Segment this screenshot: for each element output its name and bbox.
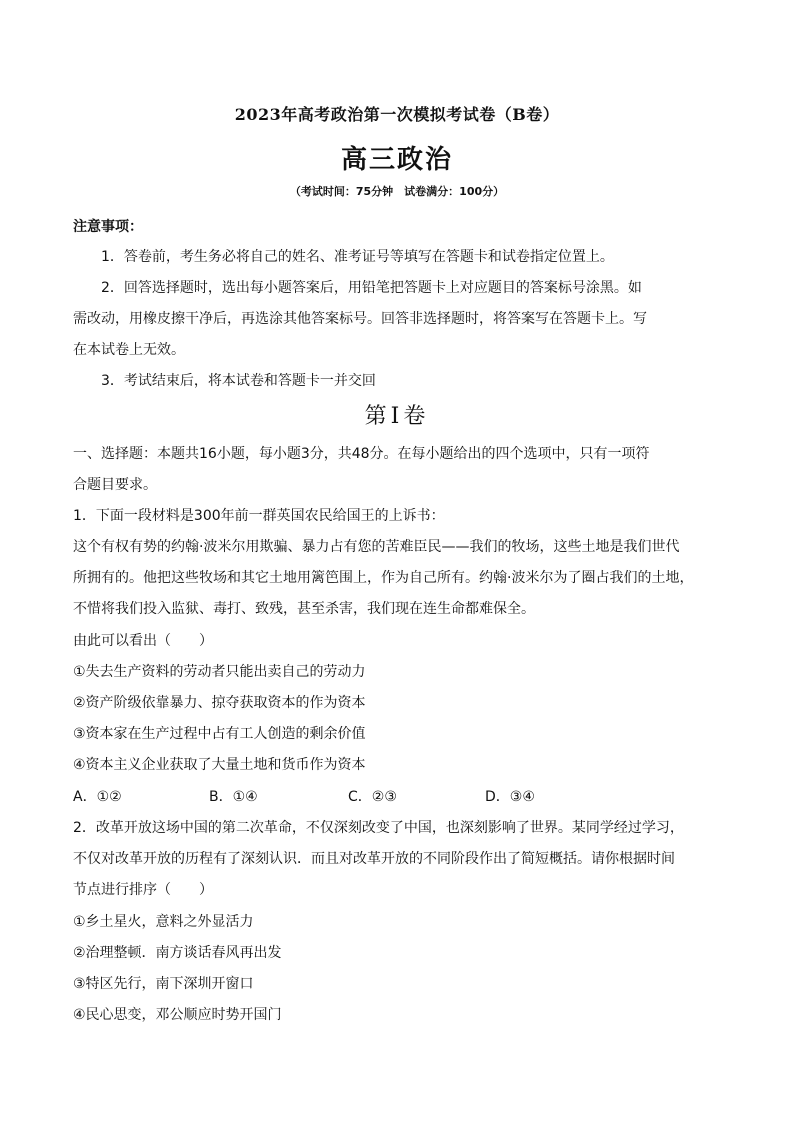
- q1-material-line-1: 这个有权有势的约翰·波米尔用欺骗、暴力占有您的苦难臣民——我们的牧场，这些土地是我们世代: [73, 539, 680, 555]
- q1-stem: 1．下面一段材料是300年前一群英国农民给国王的上诉书：: [73, 508, 445, 524]
- q1-statement-1: ①失去生产资料的劳动者只能出卖自己的劳动力: [73, 664, 366, 680]
- q2-statement-2: ②治理整顿．南方谈话春风再出发: [73, 945, 282, 961]
- q1-material-line-3: 不惜将我们投入监狱、毒打、致残，甚至杀害，我们现在连生命都难保全。: [73, 601, 535, 617]
- q1-prompt: 由此可以看出（ ）: [73, 633, 213, 649]
- q2-statement-3: ③特区先行，南下深圳开窗口: [73, 976, 254, 992]
- q1-option-a[interactable]: A．①②: [73, 789, 122, 805]
- notice-item-2-line-2: 需改动，用橡皮擦干净后，再选涂其他答案标号。回答非选择题时，将答案写在答题卡上。写: [73, 311, 647, 327]
- subject-title: 高三政治: [340, 145, 453, 175]
- q2-stem-line-1: 2．改革开放这场中国的第二次革命，不仅深刻改变了中国，也深刻影响了世界。某同学经过学习，: [73, 820, 684, 836]
- notice-heading: 注意事项：: [73, 219, 143, 235]
- q1-statement-2: ②资产阶级依靠暴力、掠夺获取资本的作为资本: [73, 695, 366, 711]
- section-instructions-line-2: 合题目要求。: [73, 477, 157, 493]
- q2-stem-line-3: 节点进行排序（ ）: [73, 882, 213, 898]
- q2-stem-line-2: 不仅对改革开放的历程有了深刻认识．而且对改革开放的不同阶段作出了简短概括。请你根据时间: [73, 851, 675, 867]
- notice-item-2-line-3: 在本试卷上无效。: [73, 342, 185, 358]
- q1-statement-3: ③资本家在生产过程中占有工人创造的剩余价值: [73, 726, 366, 742]
- exam-title: 2023年高考政治第一次模拟考试卷（B卷）: [234, 105, 560, 124]
- exam-meta: （考试时间：75分钟 试卷满分：100分）: [289, 185, 505, 198]
- notice-item-1: 1．答卷前，考生务必将自己的姓名、准考证号等填写在答题卡和试卷指定位置上。: [101, 249, 614, 265]
- q1-option-b[interactable]: B．①④: [209, 789, 258, 805]
- q2-statement-1: ①乡土星火，意料之外显活力: [73, 914, 254, 930]
- q1-option-c[interactable]: C．②③: [348, 789, 397, 805]
- q1-statement-4: ④资本主义企业获取了大量土地和货币作为资本: [73, 757, 366, 773]
- q2-statement-4: ④民心思变，邓公顺应时势开国门: [73, 1007, 282, 1023]
- section-instructions-line-1: 一、选择题：本题共16小题，每小题3分，共48分。在每小题给出的四个选项中，只有一项符: [73, 446, 650, 462]
- q1-option-d[interactable]: D．③④: [485, 789, 535, 805]
- notice-item-2-line-1: 2．回答选择题时，选出每小题答案后，用铅笔把答题卡上对应题目的答案标号涂黑。如: [101, 280, 642, 296]
- section-heading: 第Ⅰ卷: [364, 404, 430, 429]
- q1-material-line-2: 所拥有的。他把这些牧场和其它土地用篱笆围上，作为自己所有。约翰·波米尔为了圈占我们的土地，: [73, 570, 694, 586]
- notice-item-3: 3．考试结束后，将本试卷和答题卡一并交回: [101, 373, 376, 389]
